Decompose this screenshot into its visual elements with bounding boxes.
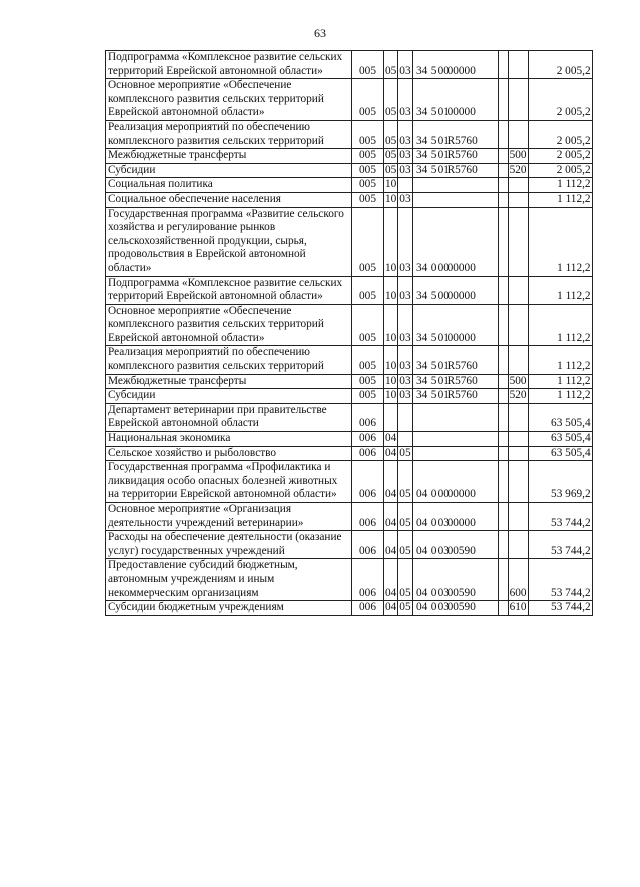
ved-code: 006: [352, 446, 384, 461]
csr-code: [412, 178, 498, 193]
csr-code: [412, 276, 498, 304]
csr-gap: [498, 346, 508, 374]
csr-code: [412, 51, 498, 79]
csr-gap: [498, 432, 508, 447]
csr-gap: [498, 178, 508, 193]
budget-table: [105, 50, 593, 616]
rz-code: 04: [384, 432, 398, 447]
row-name: Подпрограмма «Комплексное развитие сельских территорий Еврейской автономной области»: [106, 276, 352, 304]
csr-code: [412, 601, 498, 616]
csr-code: [412, 446, 498, 461]
vr-code: [508, 531, 528, 559]
table-row: [106, 389, 593, 404]
csr-code: [412, 503, 498, 531]
rz-code: 04: [384, 601, 398, 616]
pr-code: 03: [398, 374, 412, 389]
csr-part: 0: [430, 488, 437, 501]
csr-gap: [498, 531, 508, 559]
row-name: Основное мероприятие «Организация деятельности учреждений ветеринарии»: [106, 503, 352, 531]
pr-code: 03: [398, 389, 412, 404]
csr-part: 34: [415, 134, 428, 147]
vr-code: [508, 403, 528, 431]
amount: 2 005,2: [528, 120, 592, 148]
ved-code: 005: [352, 389, 384, 404]
csr-part: R5760: [447, 134, 478, 147]
ved-code: 005: [352, 374, 384, 389]
row-name: Предоставление субсидий бюджетным, автономным учреждениям и иным некоммерческим организациям: [106, 559, 352, 601]
ved-code: 005: [352, 276, 384, 304]
rz-code: 10: [384, 346, 398, 374]
table-row: [106, 601, 593, 616]
csr-part: 5: [430, 163, 437, 176]
ved-code: 005: [352, 163, 384, 178]
csr-gap: [498, 403, 508, 431]
csr-part: 01: [437, 331, 449, 344]
csr-code: [412, 374, 498, 389]
csr-gap: [498, 304, 508, 346]
page-number: 63: [314, 26, 326, 40]
csr-part: 5: [430, 389, 437, 402]
csr-code: [412, 461, 498, 503]
csr-code: [412, 403, 498, 431]
amount: 1 112,2: [528, 346, 592, 374]
vr-code: [508, 432, 528, 447]
rz-code: 04: [384, 503, 398, 531]
table-row: [106, 207, 593, 276]
table-row: [106, 559, 593, 601]
ved-code: 006: [352, 403, 384, 431]
csr-gap: [498, 149, 508, 164]
csr-gap: [498, 120, 508, 148]
csr-part: R5760: [447, 149, 478, 162]
vr-code: [508, 207, 528, 276]
rz-code: 10: [384, 192, 398, 207]
ved-code: 005: [352, 79, 384, 121]
pr-code: 03: [398, 207, 412, 276]
amount: 53 744,2: [528, 503, 592, 531]
ved-code: 005: [352, 207, 384, 276]
pr-code: 03: [398, 346, 412, 374]
budget-table-body: [106, 51, 593, 616]
vr-code: 600: [508, 559, 528, 601]
amount: 1 112,2: [528, 374, 592, 389]
csr-part: 04: [415, 586, 428, 599]
ved-code: 005: [352, 178, 384, 193]
csr-part: 5: [430, 64, 437, 77]
table-row: [106, 178, 593, 193]
csr-part: 0: [430, 516, 437, 529]
row-name: Межбюджетные трансферты: [106, 374, 352, 389]
pr-code: 03: [398, 51, 412, 79]
csr-code: [412, 559, 498, 601]
csr-gap: [498, 276, 508, 304]
pr-code: 05: [398, 461, 412, 503]
csr-gap: [498, 446, 508, 461]
amount: 63 505,4: [528, 403, 592, 431]
amount: 53 744,2: [528, 601, 592, 616]
vr-code: 610: [508, 601, 528, 616]
csr-part: 34: [415, 331, 428, 344]
row-name: Социальная политика: [106, 178, 352, 193]
pr-code: 03: [398, 120, 412, 148]
csr-part: 01: [437, 134, 449, 147]
rz-code: 05: [384, 79, 398, 121]
csr-part: 34: [415, 360, 428, 373]
rz-code: 04: [384, 461, 398, 503]
csr-part: 00000: [447, 516, 476, 529]
amount: 1 112,2: [528, 389, 592, 404]
row-name: Основное мероприятие «Обеспечение комплексного развития сельских территорий Еврейской автономной области»: [106, 304, 352, 346]
rz-code: 05: [384, 163, 398, 178]
amount: 53 969,2: [528, 461, 592, 503]
vr-code: [508, 304, 528, 346]
ved-code: 005: [352, 192, 384, 207]
amount: 2 005,2: [528, 149, 592, 164]
csr-part: 34: [415, 149, 428, 162]
vr-code: [508, 503, 528, 531]
amount: 63 505,4: [528, 432, 592, 447]
amount: 2 005,2: [528, 79, 592, 121]
table-row: [106, 446, 593, 461]
csr-part: 00000: [447, 106, 476, 119]
csr-gap: [498, 374, 508, 389]
csr-gap: [498, 559, 508, 601]
csr-part: 01: [437, 149, 449, 162]
pr-code: 05: [398, 531, 412, 559]
pr-code: 05: [398, 503, 412, 531]
vr-code: [508, 461, 528, 503]
pr-code: 05: [398, 601, 412, 616]
ved-code: 006: [352, 503, 384, 531]
csr-part: 34: [415, 389, 428, 402]
table-row: [106, 149, 593, 164]
ved-code: 006: [352, 432, 384, 447]
ved-code: 005: [352, 51, 384, 79]
csr-part: 34: [415, 64, 428, 77]
csr-part: 04: [415, 488, 428, 501]
table-row: [106, 51, 593, 79]
rz-code: 04: [384, 559, 398, 601]
csr-gap: [498, 601, 508, 616]
csr-part: 00: [437, 64, 449, 77]
pr-code: [398, 403, 412, 431]
csr-code: [412, 120, 498, 148]
amount: 2 005,2: [528, 51, 592, 79]
vr-code: 520: [508, 163, 528, 178]
pr-code: 03: [398, 163, 412, 178]
vr-code: 500: [508, 149, 528, 164]
csr-code: [412, 531, 498, 559]
csr-part: 5: [430, 290, 437, 303]
vr-code: [508, 79, 528, 121]
csr-part: 00000: [447, 488, 476, 501]
ved-code: 006: [352, 531, 384, 559]
csr-code: [412, 432, 498, 447]
vr-code: [508, 276, 528, 304]
rz-code: 10: [384, 207, 398, 276]
rz-code: 10: [384, 389, 398, 404]
csr-gap: [498, 51, 508, 79]
csr-part: R5760: [447, 389, 478, 402]
csr-part: 5: [430, 360, 437, 373]
csr-part: 00590: [447, 601, 476, 614]
table-row: [106, 403, 593, 431]
row-name: Субсидии: [106, 163, 352, 178]
row-name: Межбюджетные трансферты: [106, 149, 352, 164]
rz-code: [384, 403, 398, 431]
table-row: [106, 163, 593, 178]
csr-part: 5: [430, 149, 437, 162]
csr-part: 34: [415, 163, 428, 176]
vr-code: 500: [508, 374, 528, 389]
table-row: [106, 120, 593, 148]
csr-code: [412, 346, 498, 374]
vr-code: [508, 51, 528, 79]
table-row: [106, 79, 593, 121]
row-name: Реализация мероприятий по обеспечению комплексного развития сельских территорий: [106, 120, 352, 148]
csr-part: 0: [430, 586, 437, 599]
csr-part: 00000: [447, 290, 476, 303]
amount: 1 112,2: [528, 178, 592, 193]
csr-part: 5: [430, 374, 437, 387]
ved-code: 006: [352, 461, 384, 503]
rz-code: 10: [384, 178, 398, 193]
table-row: [106, 432, 593, 447]
ved-code: 005: [352, 304, 384, 346]
pr-code: 05: [398, 559, 412, 601]
amount: 1 112,2: [528, 276, 592, 304]
csr-part: 0: [430, 601, 437, 614]
table-row: [106, 276, 593, 304]
csr-code: [412, 207, 498, 276]
amount: 1 112,2: [528, 192, 592, 207]
rz-code: 10: [384, 374, 398, 389]
csr-gap: [498, 163, 508, 178]
csr-part: 5: [430, 106, 437, 119]
rz-code: 05: [384, 120, 398, 148]
vr-code: [508, 346, 528, 374]
ved-code: 006: [352, 601, 384, 616]
csr-code: [412, 163, 498, 178]
ved-code: 005: [352, 149, 384, 164]
csr-part: 04: [415, 544, 428, 557]
pr-code: 03: [398, 276, 412, 304]
pr-code: [398, 178, 412, 193]
csr-part: 01: [437, 360, 449, 373]
csr-part: 01: [437, 389, 449, 402]
csr-part: 01: [437, 163, 449, 176]
vr-code: [508, 178, 528, 193]
csr-part: 00590: [447, 586, 476, 599]
csr-part: 5: [430, 134, 437, 147]
table-row: [106, 461, 593, 503]
row-name: Департамент ветеринарии при правительстве Еврейской автономной области: [106, 403, 352, 431]
row-name: Расходы на обеспечение деятельности (оказание услуг) государственных учреждений: [106, 531, 352, 559]
pr-code: 05: [398, 446, 412, 461]
pr-code: 03: [398, 192, 412, 207]
row-name: Национальная экономика: [106, 432, 352, 447]
row-name: Государственная программа «Профилактика и ликвидация особо опасных болезней животных на территории Еврейской автономной области»: [106, 461, 352, 503]
table-row: [106, 192, 593, 207]
rz-code: 05: [384, 149, 398, 164]
amount: 1 112,2: [528, 304, 592, 346]
csr-gap: [498, 503, 508, 531]
row-name: Реализация мероприятий по обеспечению комплексного развития сельских территорий: [106, 346, 352, 374]
csr-gap: [498, 461, 508, 503]
pr-code: 03: [398, 79, 412, 121]
csr-part: 0: [430, 261, 437, 274]
row-name: Основное мероприятие «Обеспечение комплексного развития сельских территорий Еврейской автономной области»: [106, 79, 352, 121]
rz-code: 04: [384, 446, 398, 461]
csr-gap: [498, 192, 508, 207]
amount: 53 744,2: [528, 531, 592, 559]
csr-part: R5760: [447, 374, 478, 387]
pr-code: 03: [398, 304, 412, 346]
csr-code: [412, 192, 498, 207]
csr-code: [412, 304, 498, 346]
row-name: Подпрограмма «Комплексное развитие сельских территорий Еврейской автономной области»: [106, 51, 352, 79]
csr-gap: [498, 207, 508, 276]
rz-code: 05: [384, 51, 398, 79]
ved-code: 005: [352, 346, 384, 374]
csr-gap: [498, 389, 508, 404]
csr-part: 04: [415, 516, 428, 529]
csr-part: 00: [437, 488, 449, 501]
ved-code: 006: [352, 559, 384, 601]
csr-part: 01: [437, 374, 449, 387]
row-name: Субсидии: [106, 389, 352, 404]
rz-code: 04: [384, 531, 398, 559]
csr-part: 03: [437, 586, 449, 599]
vr-code: [508, 446, 528, 461]
csr-part: 34: [415, 290, 428, 303]
row-name: Сельское хозяйство и рыболовство: [106, 446, 352, 461]
vr-code: [508, 120, 528, 148]
amount: 63 505,4: [528, 446, 592, 461]
csr-part: 03: [437, 601, 449, 614]
csr-part: 34: [415, 261, 428, 274]
vr-code: [508, 192, 528, 207]
vr-code: 520: [508, 389, 528, 404]
amount: 1 112,2: [528, 207, 592, 276]
pr-code: 03: [398, 149, 412, 164]
pr-code: [398, 432, 412, 447]
csr-part: 04: [415, 601, 428, 614]
csr-part: 00000: [447, 261, 476, 274]
row-name: Социальное обеспечение населения: [106, 192, 352, 207]
csr-part: R5760: [447, 163, 478, 176]
csr-part: 03: [437, 544, 449, 557]
csr-part: 34: [415, 374, 428, 387]
csr-part: 00590: [447, 544, 476, 557]
rz-code: 10: [384, 276, 398, 304]
csr-part: 03: [437, 516, 449, 529]
csr-part: R5760: [447, 360, 478, 373]
csr-part: 00: [437, 290, 449, 303]
row-name: Субсидии бюджетным учреждениям: [106, 601, 352, 616]
csr-gap: [498, 79, 508, 121]
csr-code: [412, 79, 498, 121]
csr-part: 00000: [447, 64, 476, 77]
table-row: [106, 531, 593, 559]
amount: 2 005,2: [528, 163, 592, 178]
table-row: [106, 346, 593, 374]
ved-code: 005: [352, 120, 384, 148]
table-row: [106, 374, 593, 389]
csr-part: 0: [430, 544, 437, 557]
csr-code: [412, 389, 498, 404]
rz-code: 10: [384, 304, 398, 346]
amount: 53 744,2: [528, 559, 592, 601]
table-row: [106, 304, 593, 346]
csr-part: 5: [430, 331, 437, 344]
csr-part: 00000: [447, 331, 476, 344]
csr-code: [412, 149, 498, 164]
row-name: Государственная программа «Развитие сельского хозяйства и регулирование рынков сельскохозяйственной продукции, сырья, продовольствия в Еврейской автономной области»: [106, 207, 352, 276]
csr-part: 34: [415, 106, 428, 119]
csr-part: 00: [437, 261, 449, 274]
table-row: [106, 503, 593, 531]
csr-part: 01: [437, 106, 449, 119]
